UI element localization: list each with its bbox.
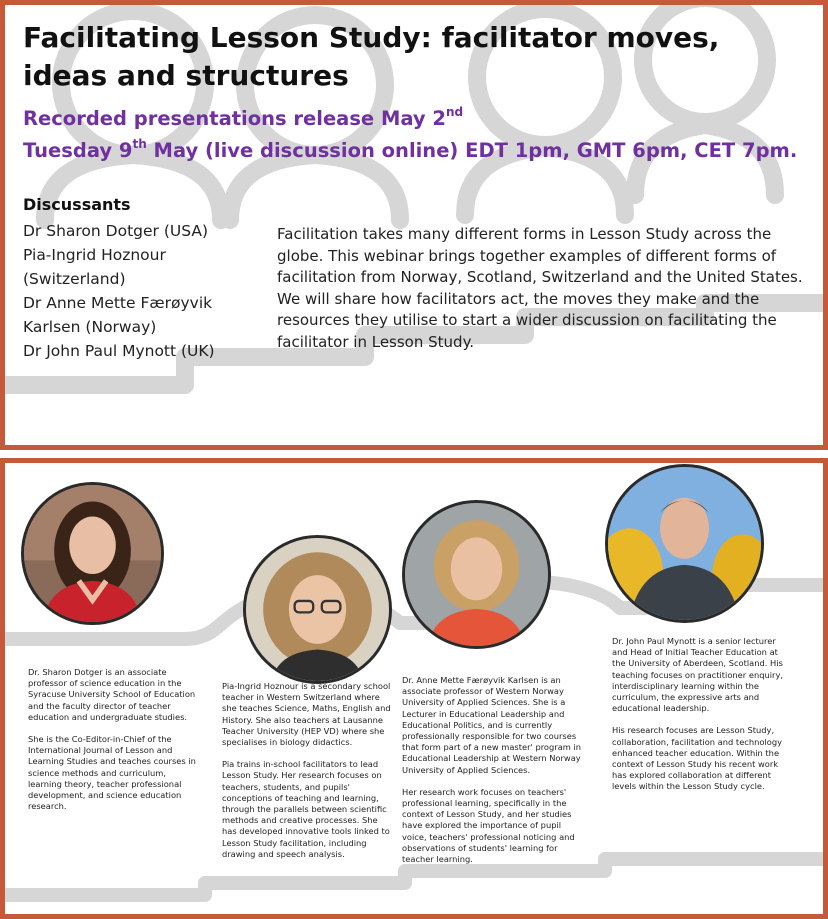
bio-sharon-dotger xyxy=(28,667,200,823)
release-date-line xyxy=(23,105,823,133)
discussant-line: Dr Sharon Dotger (USA) xyxy=(23,222,209,240)
bio-paragraph: Dr. John Paul Mynott is a senior lecturer and Head of Initial Teacher Education at the University of Aberdeen, Scotland. His teaching focuses on practitioner enquiry, interdisciplinary learning within the curriculum, the expressive arts and educational leadership. xyxy=(612,636,783,714)
portrait-anne-mette-karlsen xyxy=(402,500,551,649)
live-discussion-line xyxy=(23,137,823,165)
live-prefix: Tuesday 9 xyxy=(23,139,133,162)
bio-john-paul-mynott xyxy=(612,636,792,804)
bio-paragraph: Dr. Sharon Dotger is an associate professor of science education in the Syracuse University School of Education and the faculty director of teacher education and undergraduate studies. xyxy=(28,667,196,722)
discussants-heading: Discussants xyxy=(23,195,131,214)
bio-paragraph: His research focuses are Lesson Study, collaboration, facilitation and technology enhanced teacher education. Within the context of Lesson Study his recent work has explored collaboration at different levels within the Lesson Study cycle. xyxy=(612,725,783,792)
discussant-line: Pia-Ingrid Hoznour xyxy=(23,246,166,264)
live-suffix: May (live discussion online) EDT 1pm, GMT 6pm, CET 7pm. xyxy=(146,139,798,162)
release-text: Recorded presentations release May 2 xyxy=(23,107,446,130)
discussant-line: (Switzerland) xyxy=(23,270,126,288)
bio-paragraph: She is the Co-Editor-in-Chief of the International Journal of Lesson and Learning Studies and teaches courses in science methods and curriculum, learning theory, teacher professional development, and science education research. xyxy=(28,734,196,812)
bio-anne-mette-karlsen xyxy=(402,675,584,876)
discussant-line: Dr John Paul Mynott (UK) xyxy=(23,342,215,360)
portrait-john-paul-mynott xyxy=(605,464,764,623)
bio-paragraph: Dr. Anne Mette Færøyvik Karlsen is an associate professor of Western Norway University of Applied Sciences. She is a Lecturer in Educational Leadership and Educational Politics, and is currently professionally responsible for two courses that form part of a new master' program in Educational Leadership at Western Norway University of Applied Sciences. xyxy=(402,675,582,775)
live-date-suffix: th xyxy=(132,137,147,151)
bio-paragraph: Her research work focuses on teachers' professional learning, specifically in the context of Lesson Study, and her studies have explored the importance of pupil voice, teachers' professional noticing and observations of students' learning for teacher learning. xyxy=(402,786,575,865)
bio-pia-ingrid-hoznour xyxy=(222,681,392,871)
discussant-line: Karlsen (Norway) xyxy=(23,318,157,336)
discussants-list xyxy=(23,219,215,363)
bio-paragraph: Pia trains in-school facilitators to lead Lesson Study. Her research focuses on teachers, students, and pupils' conceptions of teaching and learning, through the parallels between scientific methods and creative processes. She has developed innovative tools linked to Lesson Study facilitation, including drawing and speech analysis. xyxy=(222,759,390,859)
portrait-sharon-dotger xyxy=(21,482,164,625)
portrait-pia-ingrid-hoznour xyxy=(243,535,392,684)
webinar-description: Facilitation takes many different forms in Lesson Study across the globe. This webinar brings together examples of different forms of facilitation from Norway, Scotland, Switzerland and the United States. We will share how facilitators act, the moves they make and the resources they utilise to start a wider discussion on facilitating the facilitator in Lesson Study. xyxy=(277,225,803,351)
event-title: Facilitating Lesson Study: facilitator moves, ideas and structures xyxy=(23,21,720,92)
release-date-suffix: nd xyxy=(445,105,464,119)
discussant-line: Dr Anne Mette Færøyvik xyxy=(23,294,213,312)
top-panel xyxy=(0,0,828,450)
bio-paragraph: Pia-Ingrid Hoznour is a secondary school teacher in Western Switzerland where she teaches Science, Maths, English and History. She also teachers at Lausanne Teacher University (HEP VD) where she specialises in biology didactics. xyxy=(222,681,391,748)
